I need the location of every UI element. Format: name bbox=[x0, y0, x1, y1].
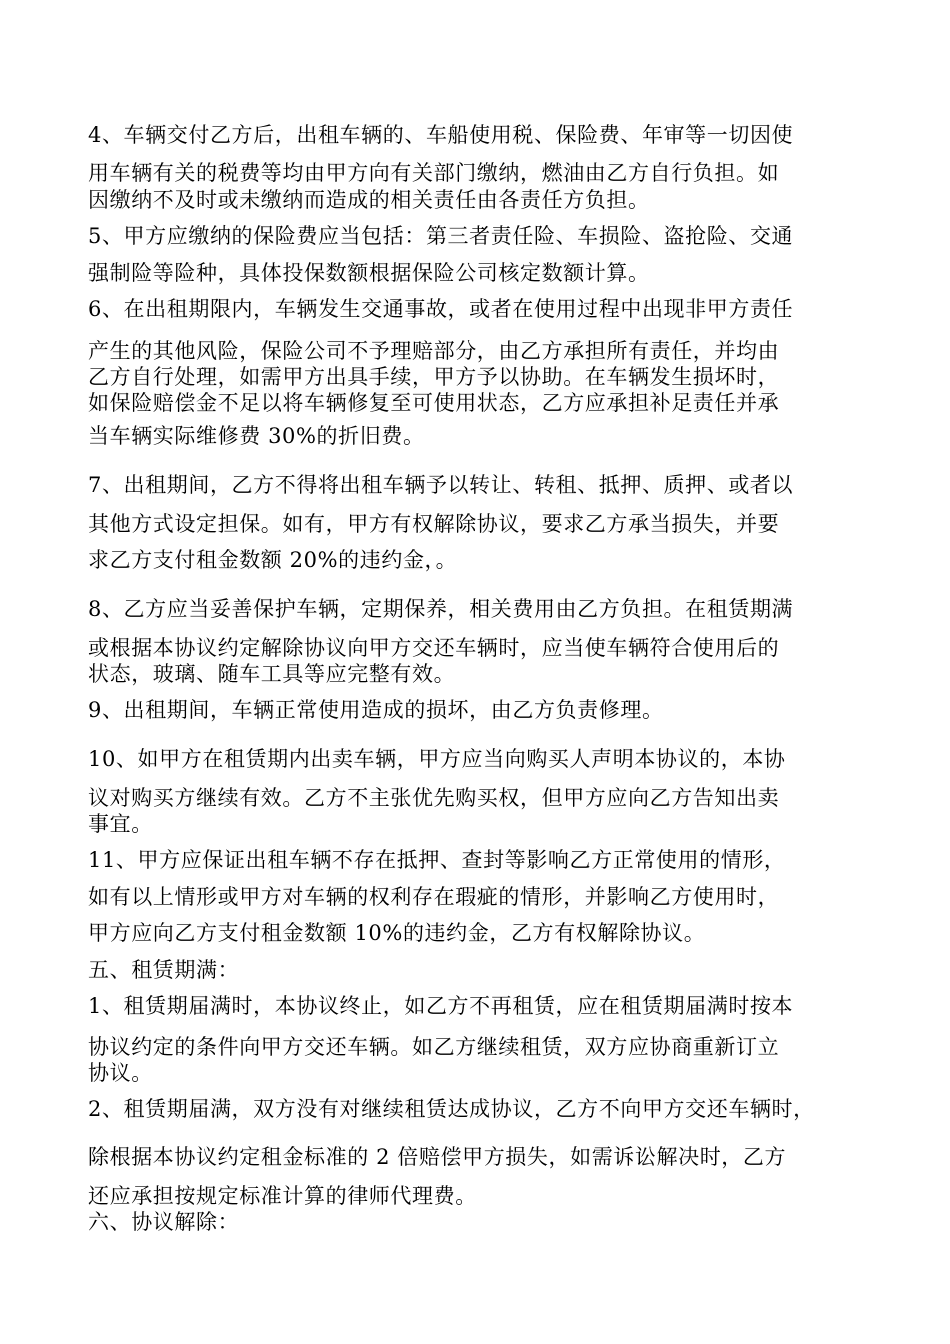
text-line: 2、租赁期届满，双方没有对继续租赁达成协议，乙方不向甲方交还车辆时， bbox=[88, 1097, 815, 1121]
text-line: 甲方应向乙方支付租金数额 10%的违约金，乙方有权解除协议。 bbox=[88, 921, 706, 945]
text-line: 事宜。 bbox=[88, 812, 153, 836]
text-line: 10、如甲方在租赁期内出卖车辆，甲方应当向购买人声明本协议的，本协 bbox=[88, 747, 786, 771]
text-line: 9、出租期间，车辆正常使用造成的损坏，由乙方负责修理。 bbox=[88, 698, 664, 722]
text-line: 当车辆实际维修费 30%的折旧费。 bbox=[88, 424, 425, 448]
text-line: 如保险赔偿金不足以将车辆修复至可使用状态，乙方应承担补足责任并承 bbox=[88, 391, 780, 415]
text-line: 或根据本协议约定解除协议向甲方交还车辆时，应当使车辆符合使用后的 bbox=[88, 636, 780, 660]
text-line: 协议。 bbox=[88, 1061, 153, 1085]
text-line: 因缴纳不及时或未缴纳而造成的相关责任由各责任方负担。 bbox=[88, 188, 650, 212]
text-line: 7、出租期间，乙方不得将出租车辆予以转让、转租、抵押、质押、或者以 bbox=[88, 473, 794, 497]
text-line: 议对购买方继续有效。乙方不主张优先购买权，但甲方应向乙方告知出卖 bbox=[88, 786, 780, 810]
text-line: 求乙方支付租金数额 20%的违约金，。 bbox=[88, 548, 458, 572]
text-line: 1、租赁期届满时，本协议终止，如乙方不再租赁，应在租赁期届满时按本 bbox=[88, 994, 794, 1018]
text-line: 5、甲方应缴纳的保险费应当包括：第三者责任险、车损险、盗抢险、交通 bbox=[88, 224, 794, 248]
text-line: 强制险等险种，具体投保数额根据保险公司核定数额计算。 bbox=[88, 261, 650, 285]
text-line: 还应承担按规定标准计算的律师代理费。 bbox=[88, 1184, 477, 1208]
text-line: 其他方式设定担保。如有，甲方有权解除协议，要求乙方承当损失，并要 bbox=[88, 512, 780, 536]
text-line: 除根据本协议约定租金标准的 2 倍赔偿甲方损失，如需诉讼解决时，乙方 bbox=[88, 1145, 787, 1169]
text-line: 乙方自行处理，如需甲方出具手续，甲方予以协助。在车辆发生损坏时， bbox=[88, 365, 780, 389]
text-line: 8、乙方应当妥善保护车辆，定期保养，相关费用由乙方负担。在租赁期满 bbox=[88, 597, 794, 621]
text-line: 如有以上情形或甲方对车辆的权利存在瑕疵的情形，并影响乙方使用时， bbox=[88, 885, 780, 909]
text-line: 11、甲方应保证出租车辆不存在抵押、查封等影响乙方正常使用的情形， bbox=[88, 848, 786, 872]
text-line: 4、车辆交付乙方后，出租车辆的、车船使用税、保险费、年审等一切因使 bbox=[88, 123, 794, 147]
text-line: 6、在出租期限内，车辆发生交通事故，或者在使用过程中出现非甲方责任 bbox=[88, 297, 794, 321]
text-line: 产生的其他风险，保险公司不予理赔部分，由乙方承担所有责任，并均由 bbox=[88, 339, 780, 363]
text-line: 用车辆有关的税费等均由甲方向有关部门缴纳，燃油由乙方自行负担。如 bbox=[88, 161, 780, 185]
text-line: 协议约定的条件向甲方交还车辆。如乙方继续租赁，双方应协商重新订立 bbox=[88, 1035, 780, 1059]
text-line: 五、租赁期满： bbox=[88, 958, 240, 982]
text-line: 状态，玻璃、随车工具等应完整有效。 bbox=[88, 662, 456, 686]
text-line: 六、协议解除： bbox=[88, 1210, 240, 1234]
